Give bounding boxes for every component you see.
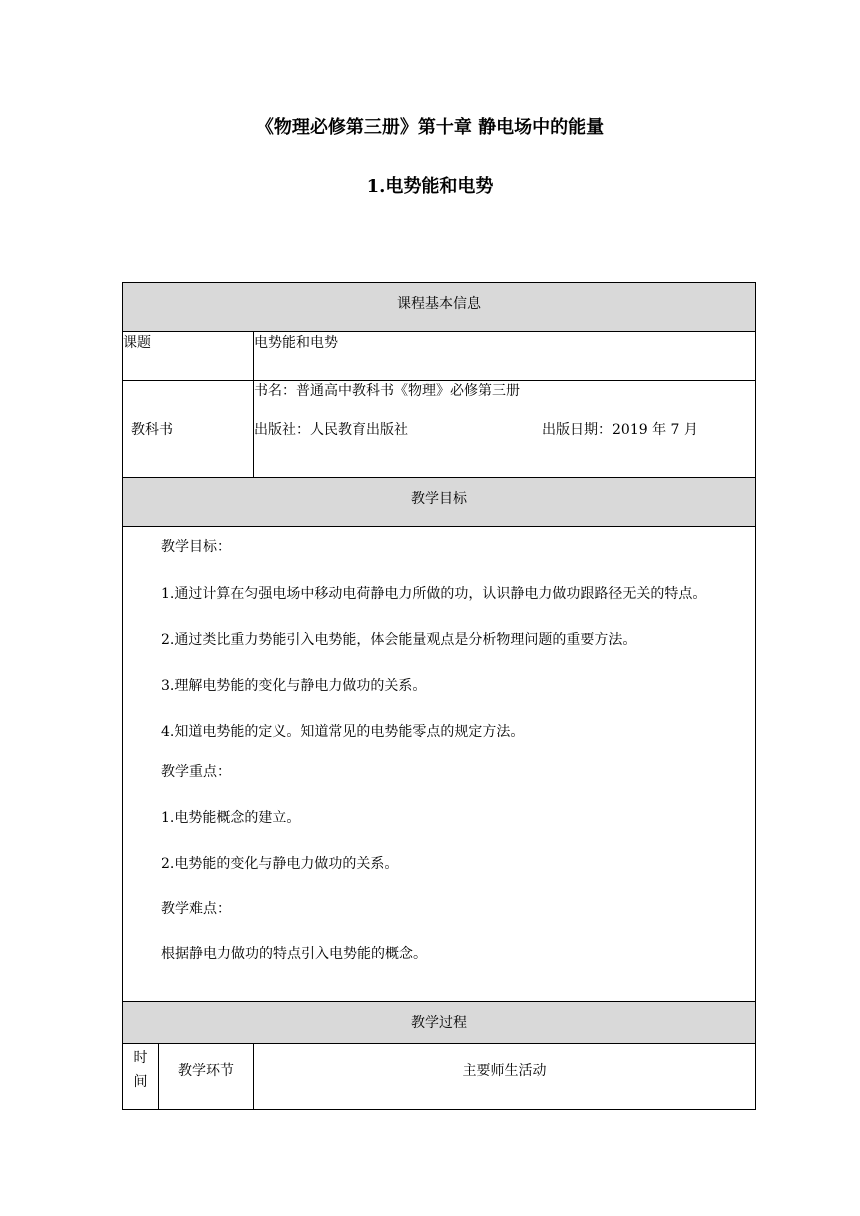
time-column-header (123, 1044, 159, 1110)
difficulties-heading: 教学难点： (161, 901, 231, 917)
objective-item-3: 3.理解电势能的变化与静电力做功的关系。 (161, 678, 427, 694)
topic-value: 电势能和电势 (254, 332, 756, 381)
time-char-1: 时 (133, 1050, 148, 1066)
basic-info-header-row (123, 283, 756, 332)
textbook-details (254, 381, 756, 478)
key-point-item-1: 1.电势能概念的建立。 (161, 810, 301, 826)
key-point-item-2: 2.电势能的变化与静电力做功的关系。 (161, 856, 399, 872)
basic-info-header-label: 课程基本信息 (397, 296, 481, 312)
time-char-2: 间 (133, 1074, 148, 1090)
objectives-row (123, 527, 756, 1002)
publish-date: 出版日期：2019 年 7 月 (542, 422, 698, 438)
objectives-header-row (123, 478, 756, 527)
textbook-label: 教科书 (123, 381, 254, 478)
course-info-table (122, 282, 756, 1110)
topic-row (123, 332, 756, 381)
objectives-body (123, 527, 756, 1002)
lesson-heading: 1.电势能和电势 (366, 176, 494, 197)
objective-item-2: 2.通过类比重力势能引入电势能，体会能量观点是分析物理问题的重要方法。 (161, 632, 637, 648)
process-header-row (123, 1002, 756, 1044)
difficulty-item-1: 根据静电力做功的特点引入电势能的概念。 (161, 946, 427, 962)
textbook-row (123, 381, 756, 478)
book-name: 书名：普通高中教科书《物理》必修第三册 (254, 383, 520, 399)
objective-item-4: 4.知道电势能的定义。知道常见的电势能零点的规定方法。 (161, 724, 525, 740)
basic-info-header (123, 283, 756, 332)
topic-label: 课题 (123, 332, 254, 381)
objectives-heading: 教学目标： (161, 539, 231, 555)
process-columns-row (123, 1044, 756, 1110)
key-points-heading: 教学重点： (161, 764, 231, 780)
objectives-header (123, 478, 756, 527)
stage-column-header: 教学环节 (159, 1044, 254, 1110)
process-header (123, 1002, 756, 1044)
objective-item-1: 1.通过计算在匀强电场中移动电荷静电力所做的功，认识静电力做功跟路径无关的特点。 (161, 586, 707, 602)
activities-column-header: 主要师生活动 (254, 1044, 756, 1110)
objectives-header-label: 教学目标 (411, 491, 467, 507)
page-title: 《物理必修第三册》第十章 静电场中的能量 (255, 117, 605, 138)
publisher-row (254, 419, 755, 439)
publisher: 出版社：人民教育出版社 (254, 422, 408, 438)
process-header-label: 教学过程 (411, 1015, 467, 1031)
